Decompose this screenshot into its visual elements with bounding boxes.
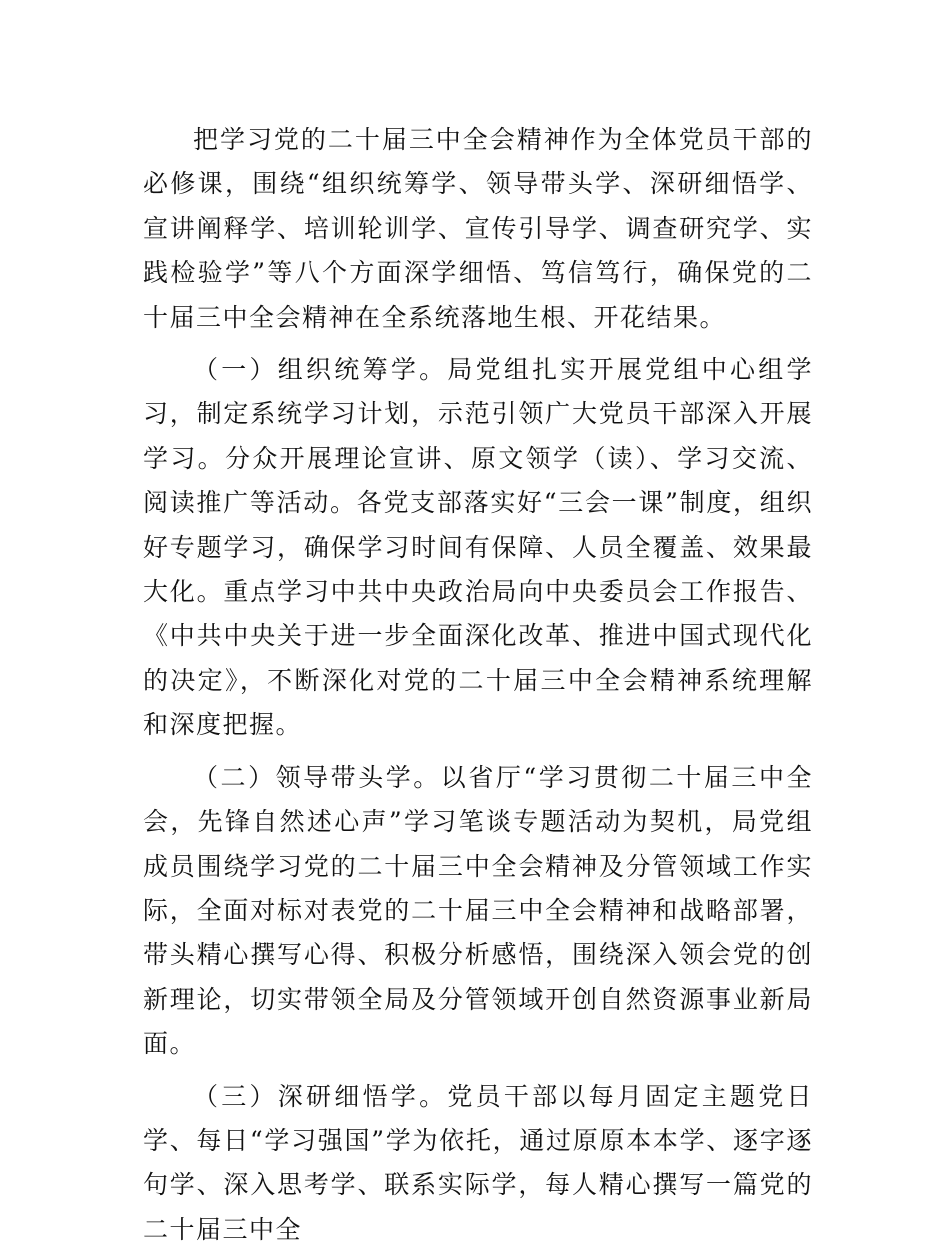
document-body <box>143 118 813 1260</box>
paragraph-intro: 把学习党的二十届三中全会精神作为全体党员干部的必修课，围绕“组织统筹学、领导带头学、深研细悟学、宣讲阐释学、培训轮训学、宣传引导学、调查研究学、实践检验学”等八个方面深学细悟、笃信笃行，确保党的二十届三中全会精神在全系统落地生根、开花结果。 <box>143 125 813 332</box>
paragraph-section-1: （一）组织统筹学。局党组扎实开展党组中心组学习，制定系统学习计划，示范引领广大党员干部深入开展学习。分众开展理论宣讲、原文领学（读）、学习交流、阅读推广等活动。各党支部落实好“三会一课”制度，组织好专题学习，确保学习时间有保障、人员全覆盖、效果最大化。重点学习中共中央政治局向中央委员会工作报告、《中共中央关于进一步全面深化改革、推进中国式现代化的决定》，不断深化对党的二十届三中全会精神系统理解和深度把握。 <box>143 355 813 740</box>
paragraph-section-3: （三）深研细悟学。党员干部以每月固定主题党日学、每日“学习强国”学为依托，通过原原本本学、逐字逐句学、深入思考学、联系实际学，每人精心撰写一篇党的二十届三中全 <box>143 1081 813 1244</box>
paragraph-section-2: （二）领导带头学。以省厅“学习贯彻二十届三中全会，先锋自然述心声”学习笔谈专题活动为契机，局党组成员围绕学习党的二十届三中全会精神及分管领域工作实际，全面对标对表党的二十届三中全会精神和战略部署，带头精心撰写心得、积极分析感悟，围绕深入领会党的创新理论，切实带领全局及分管领域开创自然资源事业新局面。 <box>143 762 813 1059</box>
